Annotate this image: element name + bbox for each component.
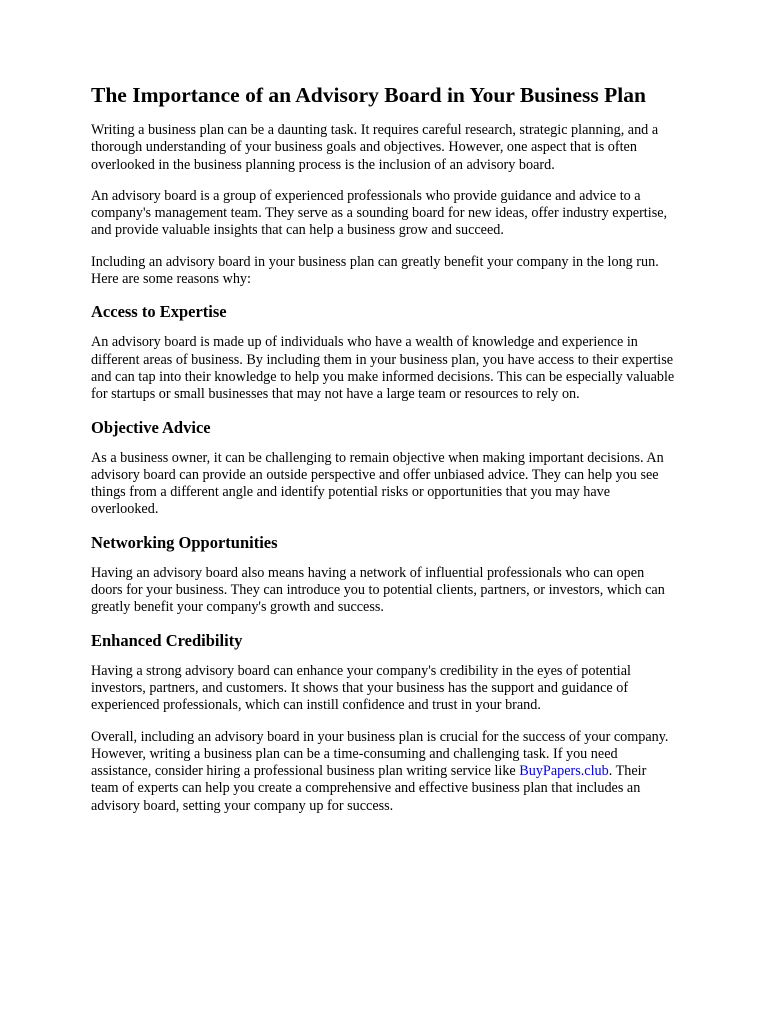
section-heading-networking-opportunities: Networking Opportunities <box>91 532 278 552</box>
intro-paragraph-2: An advisory board is a group of experienced professionals who provide guidance and advice to a company's management team. They serve as a sounding board for new ideas, offer industry expertise, and provide valuable insights that can help a business grow and succeed. <box>91 187 668 239</box>
intro-paragraph-1: Writing a business plan can be a daunting task. It requires careful research, strategic planning, and a thorough understanding of your business goals and objectives. However, one aspect that is often overlooked in the business planning process is the inclusion of an advisory board. <box>91 122 659 173</box>
section-heading-objective-advice: Objective Advice <box>91 417 211 437</box>
section-body-networking-opportunities: Having an advisory board also means having a network of influential professionals who can open doors for your business. They can introduce you to potential clients, partners, or investors, which can greatly benefit your company's growth and success. <box>91 564 665 616</box>
section-body-access-to-expertise: An advisory board is made up of individuals who have a wealth of knowledge and experience in different areas of business. By including them in your business plan, you have access to their expertise and can tap into their knowledge to help you make informed decisions. This can be especially valuable for startups or small businesses that may not have a large team or resources to rely on. <box>91 334 675 403</box>
section-heading-enhanced-credibility: Enhanced Credibility <box>91 630 243 650</box>
conclusion-text-before-link: Overall, including an advisory board in your business plan is crucial for the success of your company. However, writing a business plan can be a time-consuming and challenging task. If you need assistance, consider hiring a professional business plan writing service like <box>91 728 669 780</box>
section-heading-access-to-expertise: Access to Expertise <box>91 302 227 322</box>
conclusion-paragraph <box>91 729 677 815</box>
section-body-objective-advice: As a business owner, it can be challenging to remain objective when making important decisions. An advisory board can provide an outside perspective and offer unbiased advice. They can help you see things from a different angle and identify potential risks or opportunities that you may have overlooked. <box>91 449 664 518</box>
buypapers-link[interactable]: BuyPapers.club <box>519 763 609 780</box>
section-body-enhanced-credibility: Having a strong advisory board can enhance your company's credibility in the eyes of potential investors, partners, and customers. It shows that your business has the support and guidance of experienced professionals, which can instill confidence and trust in your brand. <box>91 662 631 714</box>
conclusion-text-after-link: . Their team of experts can help you create a comprehensive and effective business plan that includes an advisory board, setting your company up for success. <box>91 763 647 814</box>
document-title: The Importance of an Advisory Board in Your Business Plan <box>91 83 646 107</box>
intro-paragraph-3: Including an advisory board in your business plan can greatly benefit your company in the long run. Here are some reasons why: <box>91 253 659 288</box>
